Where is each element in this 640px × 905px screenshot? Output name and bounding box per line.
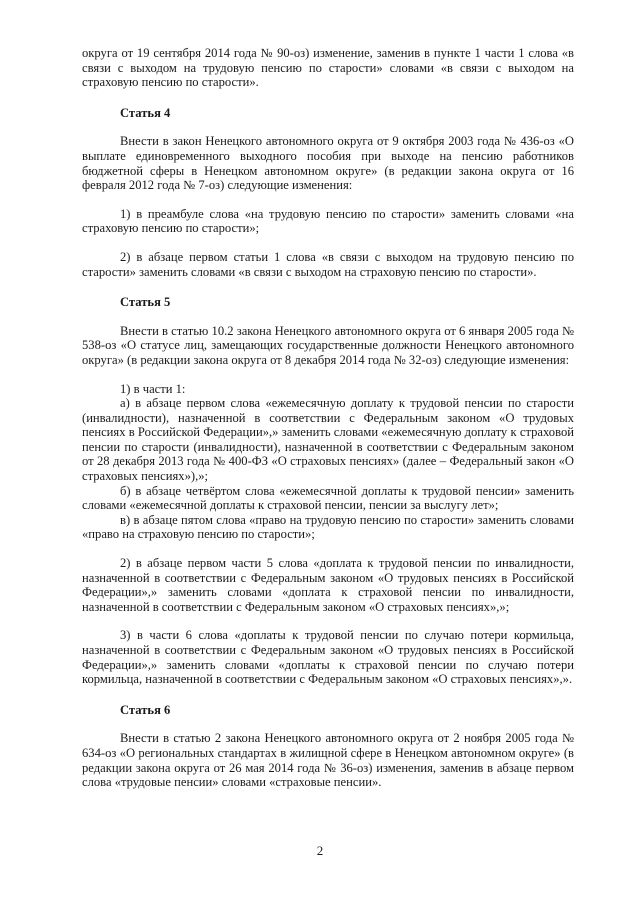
- article-5-heading: Статья 5: [120, 295, 171, 310]
- article-4-heading: Статья 4: [120, 105, 171, 120]
- article-5-item-2: 2) в абзаце первом части 5 слова «доплата к трудовой пенсии по инвалидности, назначенной в соответствии с Федеральным законом «О трудовых пенсиях в Российской Федерации»,» заменить словами «доплата к страховой пенсии по инвалидности, назначенной в соответствии с Федеральным законом «О страховых пенсиях»,»;: [82, 556, 574, 614]
- article-5-item-1-title: 1) в части 1:: [120, 381, 186, 396]
- article-5-item-1-b: б) в абзаце четвёртом слова «ежемесячной доплаты к трудовой пенсии» заменить словами «ежемесячной доплаты к страховой пенсии, пенсии за выслугу лет»;: [82, 483, 574, 513]
- article-5-item-3: 3) в части 6 слова «доплаты к трудовой пенсии по случаю потери кормильца, назначенной в соответствии с Федеральным законом «О трудовых пенсиях в Российской Федерации»,» заменить словами «доплаты к страховой пенсии по случаю потери кормильца, назначенной в соответствии с Федеральным законом «О страховых пенсиях»,».: [82, 628, 574, 687]
- opening-paragraph: округа от 19 сентября 2014 года № 90-оз) изменение, заменив в пункте 1 части 1 слова «в связи с выходом на трудовую пенсию по старости» словами «в связи с выходом на страховую пенсию по старости».: [82, 46, 574, 90]
- article-4-item-1: 1) в преамбуле слова «на трудовую пенсию по старости» заменить словами «на страховую пенсию по старости»;: [82, 206, 574, 236]
- article-6-intro: Внести в статью 2 закона Ненецкого автономного округа от 2 ноября 2005 года № 634-оз «О региональных стандартах в жилищной сфере в Ненецком автономном округе» (в редакции закона округа от 26 мая 2014 года № 36-оз) изменения, заменив в абзаце первом слова «трудовые пенсии» словами «страховые пенсии».: [82, 731, 574, 790]
- article-5-item-1-a: а) в абзаце первом слова «ежемесячную доплату к трудовой пенсии по старости (инвалидности), назначенной в соответствии с Федеральным законом «О трудовых пенсиях в Российской Федерации»,» заменить словами «ежемесячную доплату к страховой пенсии по старости (инвалидности), назначенной в соответствии с Федеральным законом от 28 декабря 2013 года № 400-ФЗ «О страховых пенсиях» (далее – Федеральный закон «О страховых пенсиях»),»;: [82, 396, 574, 484]
- article-4-item-2: 2) в абзаце первом статьи 1 слова «в связи с выходом на трудовую пенсию по старости» заменить словами «в связи с выходом на страховую пенсию по старости».: [82, 249, 574, 279]
- article-6-heading: Статья 6: [120, 702, 171, 717]
- document-body: [82, 46, 574, 790]
- article-5-item-1-c: в) в абзаце пятом слова «право на трудовую пенсию по старости» заменить словами «право на страховую пенсию по старости»;: [82, 512, 574, 542]
- article-4-intro: Внести в закон Ненецкого автономного округа от 9 октября 2003 года № 436-оз «О выплате единовременного выходного пособия при выходе на пенсию работников бюджетной сферы в Ненецком автономном округе» (в редакции закона округа от 16 февраля 2012 года № 7-оз) следующие изменения:: [82, 134, 574, 193]
- article-5-intro: Внести в статью 10.2 закона Ненецкого автономного округа от 6 января 2005 года № 538-оз «О статусе лиц, замещающих государственные должности Ненецкого автономного округа» (в редакции закона округа от 8 декабря 2014 года № 32-оз) следующие изменения:: [82, 323, 574, 367]
- page-number: 2: [316, 843, 324, 858]
